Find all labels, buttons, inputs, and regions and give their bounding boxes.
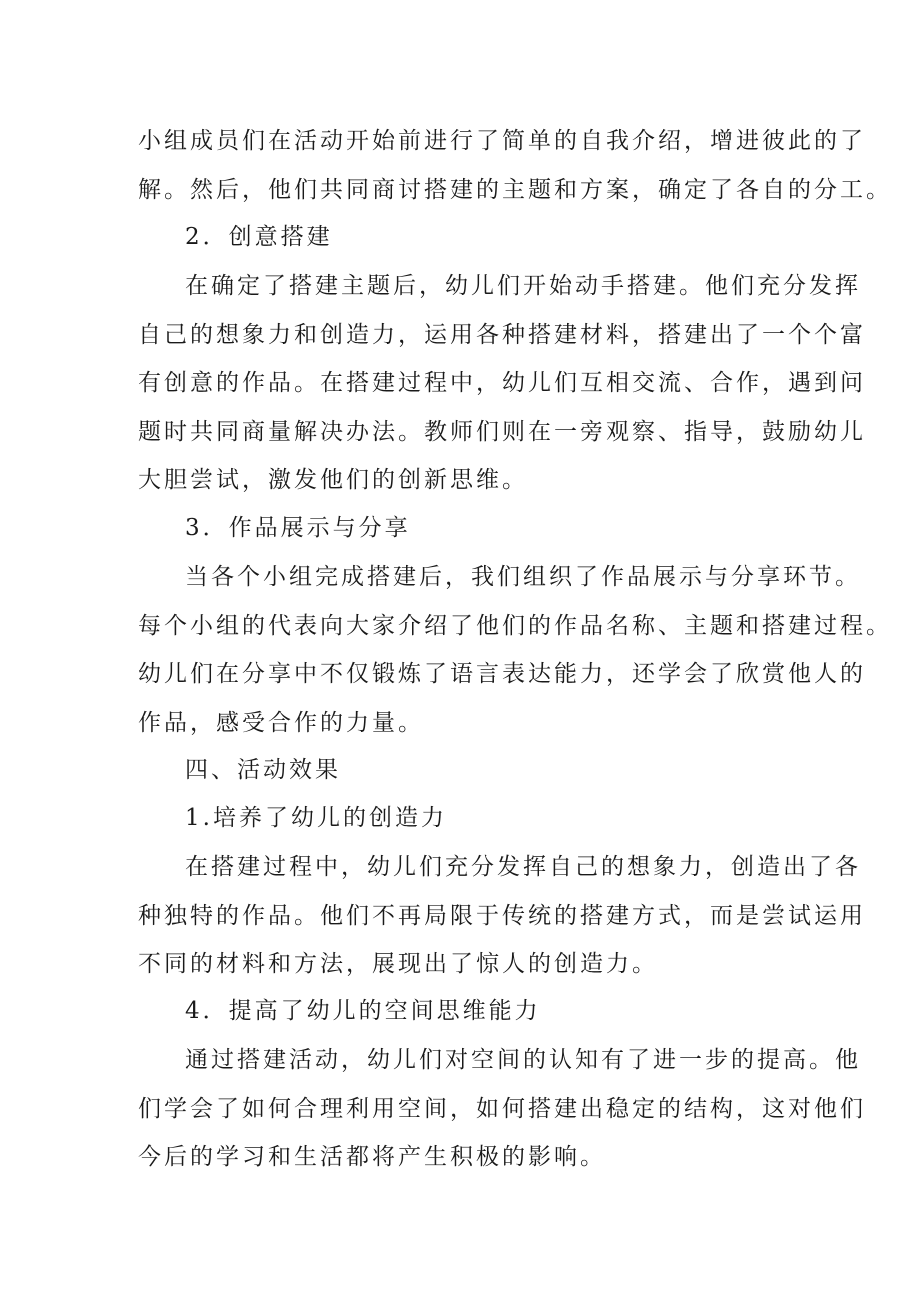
paragraph-creativity	[138, 843, 866, 989]
paragraph-line: 今后的学习和生活都将产生积极的影响。	[138, 1144, 606, 1170]
paragraph-line: 在确定了搭建主题后，幼儿们开始动手搭建。他们充分发挥	[185, 273, 861, 299]
paragraph-line: 种独特的作品。他们不再局限于传统的搭建方式，而是尝试运用	[138, 902, 866, 929]
paragraph-line: 大胆尝试，激发他们的创新思维。	[138, 467, 528, 493]
heading-text: 3．作品展示与分享	[185, 515, 411, 541]
paragraph-group-intro	[138, 117, 892, 214]
paragraph-line: 自己的想象力和创造力，运用各种搭建材料，搭建出了一个个富	[138, 321, 866, 348]
paragraph-spatial-thinking	[138, 1036, 866, 1182]
section-heading-showcase	[138, 504, 845, 553]
heading-text: 2．创意搭建	[185, 224, 333, 250]
paragraph-line: 小组成员们在活动开始前进行了简单的自我介绍，增进彼此的了	[138, 128, 866, 154]
paragraph-showcase	[138, 553, 892, 747]
subheading-spatial-thinking	[138, 987, 845, 1036]
paragraph-line: 当各个小组完成搭建后，我们组织了作品展示与分享环节。	[185, 564, 861, 590]
paragraph-line: 作品，感受合作的力量。	[138, 709, 424, 736]
paragraph-line: 通过搭建活动，幼儿们对空间的认知有了进一步的提高。他	[185, 1047, 861, 1073]
paragraph-line: 题时共同商量解决办法。教师们则在一旁观察、指导，鼓励幼儿	[138, 418, 866, 445]
heading-text: 四、活动效果	[185, 757, 341, 783]
paragraph-line: 幼儿们在分享中不仅锻炼了语言表达能力，还学会了欣赏他人的	[138, 661, 866, 687]
paragraph-line: 每个小组的代表向大家介绍了他们的作品名称、主题和搭建过程。	[138, 612, 892, 639]
paragraph-line: 有创意的作品。在搭建过程中，幼儿们互相交流、合作，遇到问	[138, 370, 866, 396]
subheading-creativity	[138, 794, 845, 843]
paragraph-line: 们学会了如何合理利用空间，如何搭建出稳定的结构，这对他们	[138, 1095, 866, 1122]
section-heading-creative-building	[138, 213, 845, 262]
paragraph-line: 解。然后，他们共同商讨搭建的主题和方案，确定了各自的分工。	[138, 176, 892, 203]
paragraph-creative-building	[138, 262, 866, 505]
heading-text: 4．提高了幼儿的空间思维能力	[185, 998, 541, 1024]
heading-text: 1.培养了幼儿的创造力	[185, 805, 447, 831]
section-heading-activity-effects	[138, 746, 845, 795]
paragraph-line: 在搭建过程中，幼儿们充分发挥自己的想象力，创造出了各	[185, 854, 861, 880]
paragraph-line: 不同的材料和方法，展现出了惊人的创造力。	[138, 951, 658, 977]
